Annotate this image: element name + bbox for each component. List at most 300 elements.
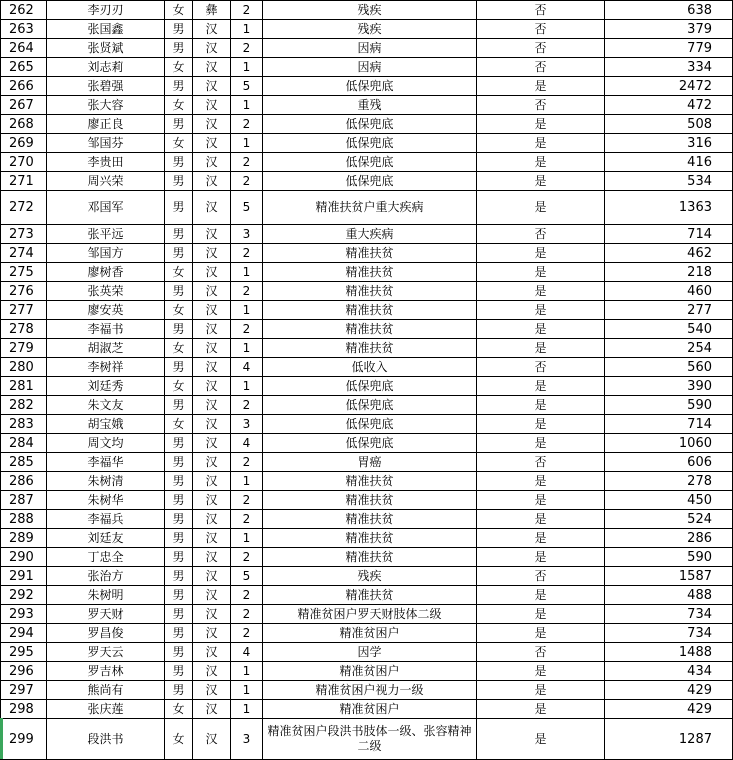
amount-cell[interactable]: 488 (605, 586, 733, 605)
ethnicity-cell[interactable]: 汉 (193, 39, 231, 58)
poverty-flag-cell[interactable]: 是 (477, 339, 605, 358)
row-id-cell[interactable]: 262 (1, 1, 47, 20)
household-size-cell[interactable]: 1 (231, 134, 263, 153)
reason-cell[interactable]: 因学 (263, 643, 477, 662)
row-id-cell[interactable]: 266 (1, 77, 47, 96)
row-id-cell[interactable]: 275 (1, 263, 47, 282)
ethnicity-cell[interactable]: 汉 (193, 263, 231, 282)
sex-cell[interactable]: 男 (165, 244, 193, 263)
reason-cell[interactable]: 精准扶贫 (263, 510, 477, 529)
household-size-cell[interactable]: 2 (231, 153, 263, 172)
sex-cell[interactable]: 男 (165, 681, 193, 700)
name-cell[interactable]: 张大容 (47, 96, 165, 115)
household-size-cell[interactable]: 2 (231, 244, 263, 263)
amount-cell[interactable]: 534 (605, 172, 733, 191)
row-id-cell[interactable]: 279 (1, 339, 47, 358)
ethnicity-cell[interactable]: 汉 (193, 529, 231, 548)
poverty-flag-cell[interactable]: 否 (477, 1, 605, 20)
sex-cell[interactable]: 女 (165, 415, 193, 434)
name-cell[interactable]: 熊尚有 (47, 681, 165, 700)
name-cell[interactable]: 张庆莲 (47, 700, 165, 719)
reason-cell[interactable]: 精准扶贫 (263, 472, 477, 491)
sex-cell[interactable]: 女 (165, 58, 193, 77)
reason-cell[interactable]: 低保兜底 (263, 415, 477, 434)
sex-cell[interactable]: 男 (165, 191, 193, 225)
amount-cell[interactable]: 714 (605, 225, 733, 244)
poverty-flag-cell[interactable]: 是 (477, 605, 605, 624)
household-size-cell[interactable]: 2 (231, 586, 263, 605)
row-id-cell[interactable]: 299 (1, 719, 47, 760)
row-id-cell[interactable]: 298 (1, 700, 47, 719)
row-id-cell[interactable]: 280 (1, 358, 47, 377)
amount-cell[interactable]: 508 (605, 115, 733, 134)
sex-cell[interactable]: 女 (165, 301, 193, 320)
ethnicity-cell[interactable]: 汉 (193, 115, 231, 134)
household-size-cell[interactable]: 2 (231, 320, 263, 339)
poverty-flag-cell[interactable]: 是 (477, 700, 605, 719)
reason-cell[interactable]: 精准扶贫 (263, 529, 477, 548)
sex-cell[interactable]: 男 (165, 282, 193, 301)
name-cell[interactable]: 李贵田 (47, 153, 165, 172)
ethnicity-cell[interactable]: 汉 (193, 58, 231, 77)
row-id-cell[interactable]: 283 (1, 415, 47, 434)
sex-cell[interactable]: 男 (165, 434, 193, 453)
ethnicity-cell[interactable]: 汉 (193, 225, 231, 244)
poverty-flag-cell[interactable]: 否 (477, 358, 605, 377)
household-size-cell[interactable]: 1 (231, 20, 263, 39)
reason-cell[interactable]: 精准贫困户段洪书肢体一级、张容精神二级 (263, 719, 477, 760)
household-size-cell[interactable]: 1 (231, 681, 263, 700)
sex-cell[interactable]: 女 (165, 700, 193, 719)
sex-cell[interactable]: 男 (165, 491, 193, 510)
row-id-cell[interactable]: 278 (1, 320, 47, 339)
amount-cell[interactable]: 734 (605, 624, 733, 643)
reason-cell[interactable]: 精准扶贫户重大疾病 (263, 191, 477, 225)
reason-cell[interactable]: 精准贫困户 (263, 662, 477, 681)
amount-cell[interactable]: 1587 (605, 567, 733, 586)
reason-cell[interactable]: 精准扶贫 (263, 491, 477, 510)
name-cell[interactable]: 邹国芬 (47, 134, 165, 153)
row-id-cell[interactable]: 286 (1, 472, 47, 491)
amount-cell[interactable]: 429 (605, 700, 733, 719)
sex-cell[interactable]: 男 (165, 586, 193, 605)
amount-cell[interactable]: 540 (605, 320, 733, 339)
name-cell[interactable]: 李福兵 (47, 510, 165, 529)
poverty-flag-cell[interactable]: 是 (477, 134, 605, 153)
ethnicity-cell[interactable]: 汉 (193, 624, 231, 643)
reason-cell[interactable]: 低保兜底 (263, 77, 477, 96)
amount-cell[interactable]: 524 (605, 510, 733, 529)
poverty-flag-cell[interactable]: 是 (477, 586, 605, 605)
household-size-cell[interactable]: 4 (231, 358, 263, 377)
name-cell[interactable]: 张国鑫 (47, 20, 165, 39)
poverty-flag-cell[interactable]: 否 (477, 96, 605, 115)
household-size-cell[interactable]: 1 (231, 96, 263, 115)
name-cell[interactable]: 胡宝娥 (47, 415, 165, 434)
amount-cell[interactable]: 1287 (605, 719, 733, 760)
row-id-cell[interactable]: 274 (1, 244, 47, 263)
name-cell[interactable]: 朱树华 (47, 491, 165, 510)
amount-cell[interactable]: 2472 (605, 77, 733, 96)
sex-cell[interactable]: 男 (165, 567, 193, 586)
reason-cell[interactable]: 精准扶贫 (263, 586, 477, 605)
name-cell[interactable]: 张治方 (47, 567, 165, 586)
name-cell[interactable]: 罗天财 (47, 605, 165, 624)
poverty-flag-cell[interactable]: 是 (477, 510, 605, 529)
amount-cell[interactable]: 1060 (605, 434, 733, 453)
household-size-cell[interactable]: 2 (231, 115, 263, 134)
row-id-cell[interactable]: 297 (1, 681, 47, 700)
sex-cell[interactable]: 男 (165, 662, 193, 681)
sex-cell[interactable]: 女 (165, 1, 193, 20)
name-cell[interactable]: 张平远 (47, 225, 165, 244)
ethnicity-cell[interactable]: 汉 (193, 320, 231, 339)
ethnicity-cell[interactable]: 汉 (193, 396, 231, 415)
amount-cell[interactable]: 590 (605, 396, 733, 415)
sex-cell[interactable]: 女 (165, 377, 193, 396)
name-cell[interactable]: 胡淑芝 (47, 339, 165, 358)
amount-cell[interactable]: 218 (605, 263, 733, 282)
poverty-flag-cell[interactable]: 是 (477, 415, 605, 434)
row-id-cell[interactable]: 296 (1, 662, 47, 681)
name-cell[interactable]: 朱树清 (47, 472, 165, 491)
amount-cell[interactable]: 379 (605, 20, 733, 39)
poverty-flag-cell[interactable]: 否 (477, 225, 605, 244)
poverty-flag-cell[interactable]: 否 (477, 20, 605, 39)
amount-cell[interactable]: 286 (605, 529, 733, 548)
reason-cell[interactable]: 重残 (263, 96, 477, 115)
sex-cell[interactable]: 男 (165, 320, 193, 339)
name-cell[interactable]: 张碧强 (47, 77, 165, 96)
poverty-flag-cell[interactable]: 是 (477, 320, 605, 339)
ethnicity-cell[interactable]: 汉 (193, 415, 231, 434)
poverty-flag-cell[interactable]: 是 (477, 263, 605, 282)
row-id-cell[interactable]: 294 (1, 624, 47, 643)
row-id-cell[interactable]: 289 (1, 529, 47, 548)
ethnicity-cell[interactable]: 汉 (193, 377, 231, 396)
poverty-flag-cell[interactable]: 是 (477, 153, 605, 172)
name-cell[interactable]: 周兴荣 (47, 172, 165, 191)
reason-cell[interactable]: 重大疾病 (263, 225, 477, 244)
reason-cell[interactable]: 低保兜底 (263, 377, 477, 396)
amount-cell[interactable]: 714 (605, 415, 733, 434)
amount-cell[interactable]: 560 (605, 358, 733, 377)
name-cell[interactable]: 李树祥 (47, 358, 165, 377)
row-id-cell[interactable]: 271 (1, 172, 47, 191)
ethnicity-cell[interactable]: 汉 (193, 282, 231, 301)
poverty-flag-cell[interactable]: 否 (477, 643, 605, 662)
household-size-cell[interactable]: 1 (231, 472, 263, 491)
poverty-flag-cell[interactable]: 是 (477, 662, 605, 681)
household-size-cell[interactable]: 4 (231, 643, 263, 662)
reason-cell[interactable]: 低保兜底 (263, 172, 477, 191)
name-cell[interactable]: 邓国军 (47, 191, 165, 225)
reason-cell[interactable]: 精准扶贫 (263, 244, 477, 263)
sex-cell[interactable]: 男 (165, 624, 193, 643)
row-id-cell[interactable]: 291 (1, 567, 47, 586)
household-size-cell[interactable]: 1 (231, 263, 263, 282)
poverty-flag-cell[interactable]: 是 (477, 172, 605, 191)
poverty-flag-cell[interactable]: 否 (477, 58, 605, 77)
poverty-flag-cell[interactable]: 是 (477, 529, 605, 548)
household-size-cell[interactable]: 2 (231, 624, 263, 643)
row-id-cell[interactable]: 285 (1, 453, 47, 472)
household-size-cell[interactable]: 2 (231, 548, 263, 567)
reason-cell[interactable]: 低保兜底 (263, 153, 477, 172)
ethnicity-cell[interactable]: 汉 (193, 358, 231, 377)
name-cell[interactable]: 丁忠全 (47, 548, 165, 567)
sex-cell[interactable]: 男 (165, 548, 193, 567)
reason-cell[interactable]: 精准贫困户 (263, 624, 477, 643)
ethnicity-cell[interactable]: 汉 (193, 605, 231, 624)
household-size-cell[interactable]: 2 (231, 1, 263, 20)
ethnicity-cell[interactable]: 汉 (193, 244, 231, 263)
ethnicity-cell[interactable]: 彝 (193, 1, 231, 20)
household-size-cell[interactable]: 5 (231, 567, 263, 586)
sex-cell[interactable]: 男 (165, 605, 193, 624)
name-cell[interactable]: 罗天云 (47, 643, 165, 662)
reason-cell[interactable]: 胃癌 (263, 453, 477, 472)
name-cell[interactable]: 罗昌俊 (47, 624, 165, 643)
poverty-flag-cell[interactable]: 是 (477, 681, 605, 700)
ethnicity-cell[interactable]: 汉 (193, 662, 231, 681)
reason-cell[interactable]: 因病 (263, 58, 477, 77)
sex-cell[interactable]: 男 (165, 453, 193, 472)
name-cell[interactable]: 段洪书 (47, 719, 165, 760)
row-id-cell[interactable]: 277 (1, 301, 47, 320)
row-id-cell[interactable]: 272 (1, 191, 47, 225)
household-size-cell[interactable]: 5 (231, 191, 263, 225)
amount-cell[interactable]: 334 (605, 58, 733, 77)
row-id-cell[interactable]: 281 (1, 377, 47, 396)
sex-cell[interactable]: 男 (165, 20, 193, 39)
name-cell[interactable]: 李刃刃 (47, 1, 165, 20)
name-cell[interactable]: 廖树香 (47, 263, 165, 282)
row-id-cell[interactable]: 276 (1, 282, 47, 301)
amount-cell[interactable]: 434 (605, 662, 733, 681)
name-cell[interactable]: 刘志莉 (47, 58, 165, 77)
sex-cell[interactable]: 男 (165, 172, 193, 191)
sex-cell[interactable]: 男 (165, 510, 193, 529)
reason-cell[interactable]: 精准扶贫 (263, 548, 477, 567)
reason-cell[interactable]: 残疾 (263, 1, 477, 20)
ethnicity-cell[interactable]: 汉 (193, 719, 231, 760)
reason-cell[interactable]: 精准扶贫 (263, 339, 477, 358)
amount-cell[interactable]: 462 (605, 244, 733, 263)
household-size-cell[interactable]: 1 (231, 700, 263, 719)
poverty-flag-cell[interactable]: 否 (477, 567, 605, 586)
sex-cell[interactable]: 女 (165, 263, 193, 282)
poverty-flag-cell[interactable]: 是 (477, 244, 605, 263)
ethnicity-cell[interactable]: 汉 (193, 191, 231, 225)
sex-cell[interactable]: 男 (165, 643, 193, 662)
amount-cell[interactable]: 638 (605, 1, 733, 20)
poverty-flag-cell[interactable]: 否 (477, 39, 605, 58)
name-cell[interactable]: 朱文友 (47, 396, 165, 415)
poverty-flag-cell[interactable]: 是 (477, 115, 605, 134)
reason-cell[interactable]: 精准扶贫 (263, 263, 477, 282)
ethnicity-cell[interactable]: 汉 (193, 153, 231, 172)
poverty-flag-cell[interactable]: 是 (477, 191, 605, 225)
household-size-cell[interactable]: 2 (231, 605, 263, 624)
reason-cell[interactable]: 低保兜底 (263, 115, 477, 134)
poverty-flag-cell[interactable]: 是 (477, 548, 605, 567)
ethnicity-cell[interactable]: 汉 (193, 453, 231, 472)
amount-cell[interactable]: 254 (605, 339, 733, 358)
amount-cell[interactable]: 1363 (605, 191, 733, 225)
poverty-flag-cell[interactable]: 是 (477, 77, 605, 96)
reason-cell[interactable]: 残疾 (263, 20, 477, 39)
ethnicity-cell[interactable]: 汉 (193, 567, 231, 586)
sex-cell[interactable]: 男 (165, 77, 193, 96)
household-size-cell[interactable]: 3 (231, 225, 263, 244)
poverty-flag-cell[interactable]: 是 (477, 301, 605, 320)
amount-cell[interactable]: 390 (605, 377, 733, 396)
sex-cell[interactable]: 男 (165, 39, 193, 58)
household-size-cell[interactable]: 1 (231, 529, 263, 548)
row-id-cell[interactable]: 290 (1, 548, 47, 567)
household-size-cell[interactable]: 2 (231, 510, 263, 529)
household-size-cell[interactable]: 2 (231, 396, 263, 415)
row-id-cell[interactable]: 292 (1, 586, 47, 605)
name-cell[interactable]: 李福华 (47, 453, 165, 472)
reason-cell[interactable]: 精准贫困户视力一级 (263, 681, 477, 700)
household-size-cell[interactable]: 5 (231, 77, 263, 96)
household-size-cell[interactable]: 3 (231, 415, 263, 434)
poverty-flag-cell[interactable]: 是 (477, 396, 605, 415)
reason-cell[interactable]: 精准扶贫 (263, 320, 477, 339)
amount-cell[interactable]: 450 (605, 491, 733, 510)
reason-cell[interactable]: 精准贫困户 (263, 700, 477, 719)
reason-cell[interactable]: 低保兜底 (263, 434, 477, 453)
sex-cell[interactable]: 女 (165, 339, 193, 358)
reason-cell[interactable]: 因病 (263, 39, 477, 58)
ethnicity-cell[interactable]: 汉 (193, 643, 231, 662)
household-size-cell[interactable]: 1 (231, 58, 263, 77)
name-cell[interactable]: 刘廷秀 (47, 377, 165, 396)
sex-cell[interactable]: 女 (165, 96, 193, 115)
sex-cell[interactable]: 男 (165, 115, 193, 134)
poverty-flag-cell[interactable]: 是 (477, 377, 605, 396)
row-id-cell[interactable]: 270 (1, 153, 47, 172)
sex-cell[interactable]: 女 (165, 134, 193, 153)
ethnicity-cell[interactable]: 汉 (193, 586, 231, 605)
name-cell[interactable]: 邹国方 (47, 244, 165, 263)
sex-cell[interactable]: 男 (165, 396, 193, 415)
row-id-cell[interactable]: 268 (1, 115, 47, 134)
sex-cell[interactable]: 男 (165, 225, 193, 244)
ethnicity-cell[interactable]: 汉 (193, 301, 231, 320)
name-cell[interactable]: 李福书 (47, 320, 165, 339)
sex-cell[interactable]: 男 (165, 358, 193, 377)
row-id-cell[interactable]: 269 (1, 134, 47, 153)
name-cell[interactable]: 张英荣 (47, 282, 165, 301)
reason-cell[interactable]: 精准扶贫 (263, 282, 477, 301)
household-size-cell[interactable]: 1 (231, 662, 263, 681)
amount-cell[interactable]: 278 (605, 472, 733, 491)
ethnicity-cell[interactable]: 汉 (193, 434, 231, 453)
amount-cell[interactable]: 606 (605, 453, 733, 472)
poverty-flag-cell[interactable]: 是 (477, 472, 605, 491)
ethnicity-cell[interactable]: 汉 (193, 339, 231, 358)
ethnicity-cell[interactable]: 汉 (193, 172, 231, 191)
sex-cell[interactable]: 男 (165, 529, 193, 548)
ethnicity-cell[interactable]: 汉 (193, 548, 231, 567)
row-id-cell[interactable]: 293 (1, 605, 47, 624)
household-size-cell[interactable]: 1 (231, 339, 263, 358)
row-id-cell[interactable]: 273 (1, 225, 47, 244)
ethnicity-cell[interactable]: 汉 (193, 77, 231, 96)
poverty-flag-cell[interactable]: 是 (477, 624, 605, 643)
ethnicity-cell[interactable]: 汉 (193, 20, 231, 39)
poverty-flag-cell[interactable]: 是 (477, 491, 605, 510)
ethnicity-cell[interactable]: 汉 (193, 472, 231, 491)
reason-cell[interactable]: 低保兜底 (263, 134, 477, 153)
household-size-cell[interactable]: 2 (231, 491, 263, 510)
household-size-cell[interactable]: 2 (231, 282, 263, 301)
poverty-flag-cell[interactable]: 是 (477, 434, 605, 453)
name-cell[interactable]: 罗吉林 (47, 662, 165, 681)
reason-cell[interactable]: 精准扶贫 (263, 301, 477, 320)
row-id-cell[interactable]: 287 (1, 491, 47, 510)
reason-cell[interactable]: 精准贫困户罗天财肢体二级 (263, 605, 477, 624)
amount-cell[interactable]: 316 (605, 134, 733, 153)
amount-cell[interactable]: 277 (605, 301, 733, 320)
ethnicity-cell[interactable]: 汉 (193, 700, 231, 719)
amount-cell[interactable]: 472 (605, 96, 733, 115)
row-id-cell[interactable]: 282 (1, 396, 47, 415)
name-cell[interactable]: 朱树明 (47, 586, 165, 605)
household-size-cell[interactable]: 1 (231, 377, 263, 396)
poverty-flag-cell[interactable]: 是 (477, 282, 605, 301)
household-size-cell[interactable]: 2 (231, 39, 263, 58)
sex-cell[interactable]: 女 (165, 719, 193, 760)
reason-cell[interactable]: 低收入 (263, 358, 477, 377)
poverty-flag-cell[interactable]: 是 (477, 719, 605, 760)
amount-cell[interactable]: 590 (605, 548, 733, 567)
ethnicity-cell[interactable]: 汉 (193, 681, 231, 700)
amount-cell[interactable]: 1488 (605, 643, 733, 662)
name-cell[interactable]: 张贤斌 (47, 39, 165, 58)
sex-cell[interactable]: 男 (165, 153, 193, 172)
household-size-cell[interactable]: 1 (231, 301, 263, 320)
amount-cell[interactable]: 416 (605, 153, 733, 172)
amount-cell[interactable]: 460 (605, 282, 733, 301)
row-id-cell[interactable]: 267 (1, 96, 47, 115)
reason-cell[interactable]: 残疾 (263, 567, 477, 586)
sex-cell[interactable]: 男 (165, 472, 193, 491)
ethnicity-cell[interactable]: 汉 (193, 491, 231, 510)
household-size-cell[interactable]: 2 (231, 172, 263, 191)
row-id-cell[interactable]: 263 (1, 20, 47, 39)
row-id-cell[interactable]: 295 (1, 643, 47, 662)
row-id-cell[interactable]: 288 (1, 510, 47, 529)
ethnicity-cell[interactable]: 汉 (193, 134, 231, 153)
amount-cell[interactable]: 429 (605, 681, 733, 700)
row-id-cell[interactable]: 284 (1, 434, 47, 453)
ethnicity-cell[interactable]: 汉 (193, 510, 231, 529)
name-cell[interactable]: 刘廷友 (47, 529, 165, 548)
name-cell[interactable]: 周文均 (47, 434, 165, 453)
row-id-cell[interactable]: 264 (1, 39, 47, 58)
row-id-cell[interactable]: 265 (1, 58, 47, 77)
poverty-flag-cell[interactable]: 否 (477, 453, 605, 472)
name-cell[interactable]: 廖正良 (47, 115, 165, 134)
household-size-cell[interactable]: 4 (231, 434, 263, 453)
amount-cell[interactable]: 734 (605, 605, 733, 624)
household-size-cell[interactable]: 3 (231, 719, 263, 760)
amount-cell[interactable]: 779 (605, 39, 733, 58)
